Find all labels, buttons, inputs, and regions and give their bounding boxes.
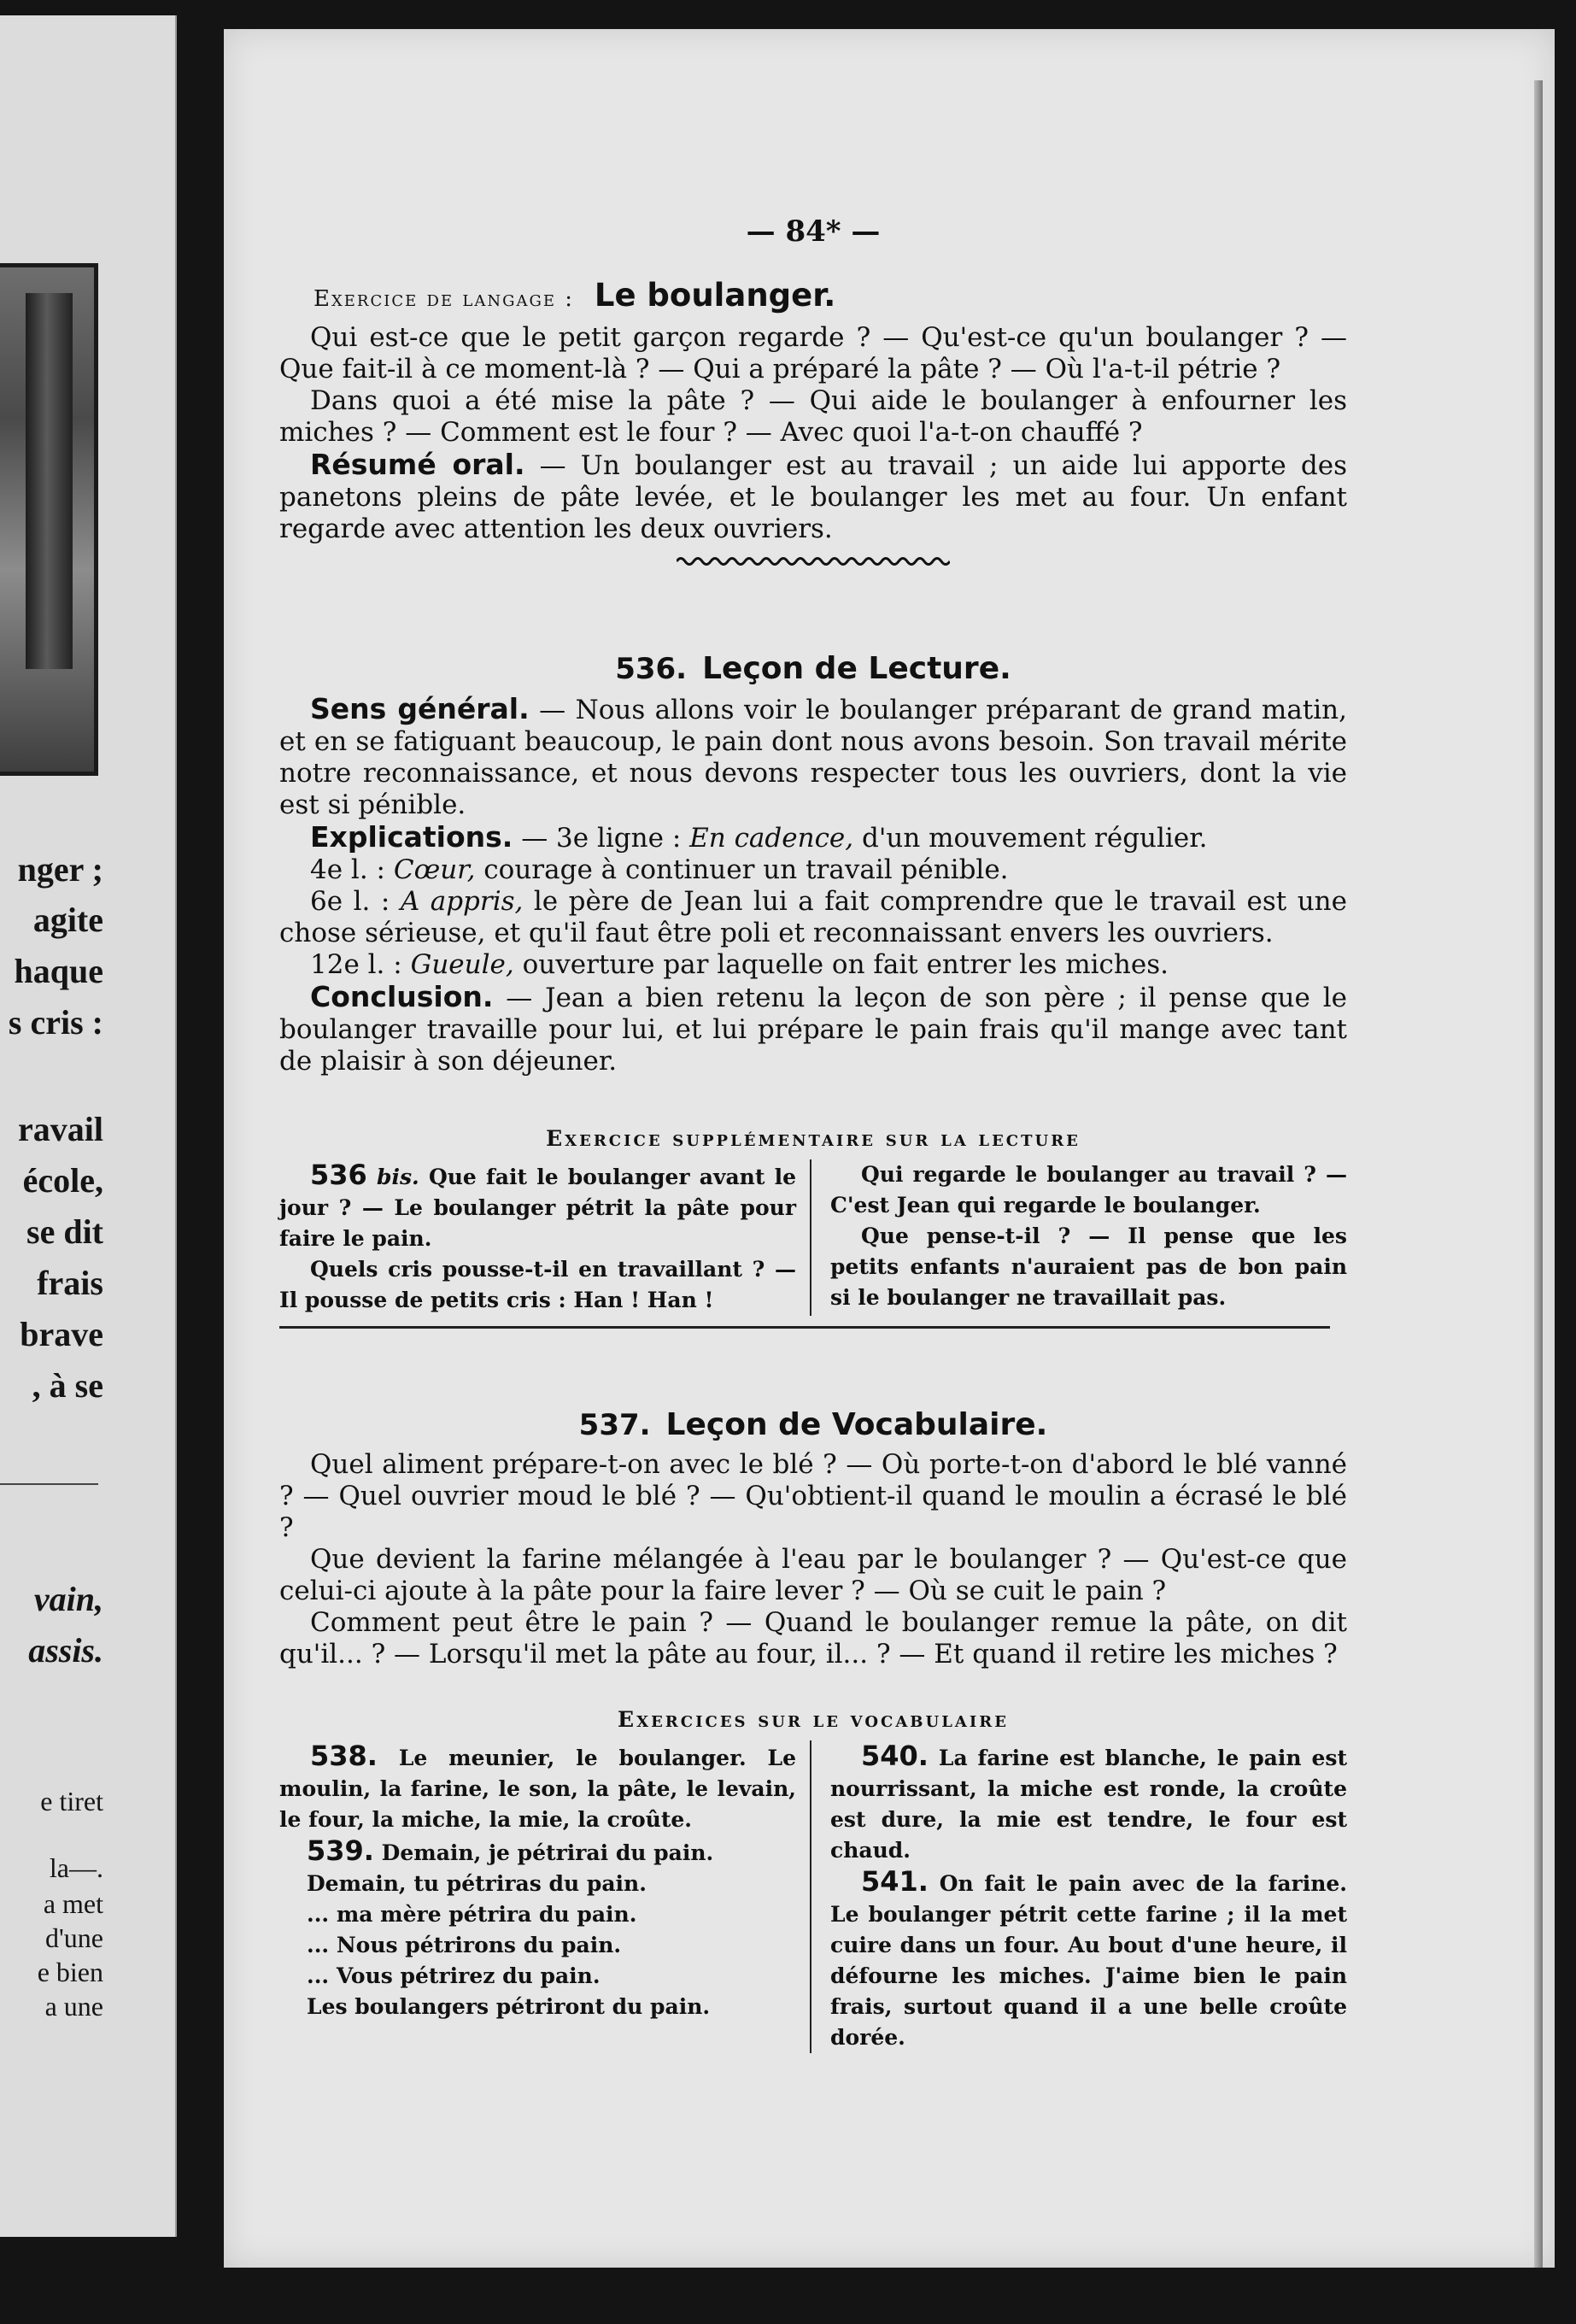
expl-prefix: 12e l. : bbox=[310, 949, 411, 980]
expl-text: d'un mouvement régulier. bbox=[853, 823, 1208, 854]
question-paragraph: Comment peut être le pain ? — Quand le boulanger remue la pâte, on dit qu'il... ? — Lorsqu'il met la pâte au four, il... ? — Et quand il retire les miches ? bbox=[279, 1607, 1347, 1670]
left-fragment: école, bbox=[22, 1161, 103, 1200]
question-paragraph: Quel aliment prépare-t-on avec le blé ? — Où porte-t-on d'abord le blé vanné ? — Quel ouvrier moud le blé ? — Qu'obtient-il quand le moulin a écrasé le blé ? bbox=[279, 1449, 1347, 1543]
two-columns bbox=[279, 1740, 1347, 2053]
expl-text: le père de Jean lui a fait comprendre que le travail est une chose sérieuse, et qu'il faut être poli et reconnaissant envers les ouvriers. bbox=[279, 886, 1347, 948]
exercise-text: La farine est blanche, le pain est nourrissant, la miche est ronde, la croûte est dure, la mie est tendre, le four est chaud. bbox=[830, 1746, 1347, 1863]
qa-text: Que fait le boulanger avant le jour ? — Le boulanger pétrit la pâte pour faire le pain. bbox=[279, 1165, 796, 1251]
lesson-536 bbox=[279, 653, 1347, 1077]
left-fragment: frais bbox=[37, 1264, 103, 1302]
sens-text: — Nous allons voir le boulanger préparant de grand matin, et en se fatiguant beaucoup, le pain dont nous avons besoin. Son travail mérite notre reconnaissance, et nous devons respecter tous les ouvriers, dont la vie est si pénible. bbox=[279, 695, 1348, 820]
wave-divider bbox=[677, 555, 950, 567]
two-columns bbox=[279, 1159, 1347, 1316]
left-fragment: , à se bbox=[32, 1366, 103, 1405]
expl-text: ouverture par laquelle on fait entrer les miches. bbox=[513, 949, 1169, 980]
left-page bbox=[0, 15, 177, 2237]
conclusion-text: — Jean a bien retenu la leçon de son père ; il pense que le boulanger travaille pour lui, et lui prépare le pain frais qu'il mange avec tant de plaisir à son déjeuner. bbox=[279, 983, 1347, 1077]
exercise-number: 541. bbox=[861, 1865, 929, 1898]
left-fragment: brave bbox=[20, 1315, 103, 1353]
conjugation-line: Demain, tu pétriras du pain. bbox=[307, 1871, 647, 1896]
exercices-vocabulaire bbox=[279, 1704, 1347, 2053]
lesson-title: Leçon de Vocabulaire. bbox=[665, 1407, 1048, 1442]
question-paragraph: Que devient la farine mélangée à l'eau par le boulanger ? — Qu'est-ce que celui-ci ajoute à la pâte pour la faire lever ? — Où se cuit le pain ? bbox=[279, 1544, 1347, 1606]
left-fragment-small: d'une bbox=[45, 1922, 103, 1953]
conjugation-line: ... Vous pétrirez du pain. bbox=[307, 1963, 601, 1988]
expl-word: A appris, bbox=[400, 886, 524, 917]
sens-label: Sens général. bbox=[310, 692, 530, 725]
left-fragment-italic: vain, bbox=[33, 1580, 103, 1618]
section-subtitle: Exercice supplémentaire sur la lecture bbox=[546, 1126, 1081, 1151]
page-number: — 84* — bbox=[746, 214, 881, 249]
exercise-number: 539. bbox=[307, 1834, 374, 1867]
lesson-heading bbox=[279, 1409, 1347, 1442]
left-fragment: haque bbox=[14, 952, 103, 990]
left-fragment: nger ; bbox=[17, 850, 103, 889]
qa-text: Qui regarde le boulanger au travail ? — C'est Jean qui regarde le boulanger. bbox=[830, 1162, 1347, 1218]
explications-label: Explications. bbox=[310, 820, 513, 854]
expl-word: Gueule, bbox=[410, 949, 514, 980]
question-paragraph: Dans quoi a été mise la pâte ? — Qui aide le boulanger à enfourner les miches ? — Comment est le four ? — Avec quoi l'a-t-on chauffé ? bbox=[279, 385, 1347, 448]
column-left bbox=[279, 1159, 811, 1316]
left-fragment: ravail bbox=[18, 1110, 103, 1148]
lesson-title: Leçon de Lecture. bbox=[702, 651, 1011, 686]
exercise-text: On fait le pain avec de la farine. Le boulanger pétrit cette farine ; il la met cuire dans un four. Au bout d'une heure, il défourne les miches. J'aime bien le pain frais, surtout quand il a une belle croûte dorée. bbox=[830, 1871, 1347, 2050]
lesson-537 bbox=[279, 1409, 1347, 1670]
exercice-langage bbox=[279, 279, 1347, 567]
exercise-title: Le boulanger. bbox=[594, 277, 836, 314]
qa-text: Que pense-t-il ? — Il pense que les petits enfants n'auraient pas de bon pain si le boulanger ne travaillait pas. bbox=[830, 1224, 1347, 1310]
lesson-heading bbox=[279, 653, 1347, 686]
expl-word: Cœur, bbox=[393, 854, 476, 885]
conjugation-line: ... Nous pétrirons du pain. bbox=[307, 1933, 622, 1957]
resume-text: — Un boulanger est au travail ; un aide lui apporte des panetons pleins de pâte levée, et le boulanger les met au four. Un enfant regarde avec attention les deux ouvriers. bbox=[279, 450, 1347, 544]
expl-prefix: 6e l. : bbox=[310, 886, 401, 917]
expl-prefix: 4e l. : bbox=[310, 854, 394, 885]
expl-text: courage à continuer un travail pénible. bbox=[475, 854, 1009, 885]
conclusion-label: Conclusion. bbox=[310, 980, 494, 1013]
exercise-number: 538. bbox=[310, 1740, 378, 1772]
lesson-number: 536. bbox=[615, 652, 688, 686]
resume-label: Résumé oral. bbox=[310, 448, 525, 481]
exercise-label: Exercice de langage : bbox=[313, 286, 575, 312]
expl-word: En cadence, bbox=[689, 823, 854, 854]
conjugation-line: ... ma mère pétrira du pain. bbox=[307, 1902, 637, 1927]
exercise-number: 536 bbox=[310, 1159, 367, 1191]
left-fragment: s cris : bbox=[8, 1003, 103, 1042]
column-left bbox=[279, 1740, 811, 2053]
column-right bbox=[811, 1740, 1347, 2053]
page-edge bbox=[1534, 80, 1543, 2268]
bis-label: bis. bbox=[377, 1165, 419, 1189]
column-right bbox=[811, 1159, 1347, 1316]
left-fragment-italic: assis. bbox=[28, 1631, 103, 1670]
lesson-number: 537. bbox=[578, 1408, 651, 1442]
left-rule bbox=[0, 1483, 98, 1485]
left-fragment-small: e tiret bbox=[40, 1786, 103, 1816]
conjugation-list bbox=[279, 1835, 796, 2022]
left-fragment-small: a une bbox=[44, 1991, 103, 2022]
qa-text: Quels cris pousse-t-il en travaillant ? — Il pousse de petits cris : Han ! Han ! bbox=[279, 1257, 796, 1312]
divider bbox=[279, 1326, 1330, 1329]
expl-prefix: — 3e ligne : bbox=[513, 823, 690, 854]
illustration-fragment bbox=[0, 263, 98, 776]
exercise-text: Le meunier, le boulanger. Le moulin, la farine, le son, la pâte, le levain, le four, la miche, la mie, la croûte. bbox=[279, 1746, 796, 1832]
conjugation-line: Demain, je pétrirai du pain. bbox=[381, 1840, 714, 1865]
conjugation-line: Les boulangers pétriront du pain. bbox=[307, 1994, 711, 2019]
left-fragment-small: a met bbox=[43, 1888, 103, 1919]
section-subtitle: Exercices sur le vocabulaire bbox=[618, 1707, 1009, 1732]
exercise-number: 540. bbox=[861, 1740, 929, 1772]
left-fragment-small: la—. bbox=[49, 1852, 103, 1883]
question-paragraph: Qui est-ce que le petit garçon regarde ? — Qu'est-ce qu'un boulanger ? — Que fait-il à ce moment-là ? — Qui a préparé la pâte ? — Où l'a-t-il pétrie ? bbox=[279, 322, 1347, 384]
left-fragment: agite bbox=[32, 901, 103, 939]
exercice-supplementaire bbox=[279, 1123, 1347, 1329]
book-page bbox=[224, 29, 1555, 2268]
left-fragment: se dit bbox=[26, 1212, 103, 1251]
left-fragment-small: e bien bbox=[37, 1957, 103, 1987]
